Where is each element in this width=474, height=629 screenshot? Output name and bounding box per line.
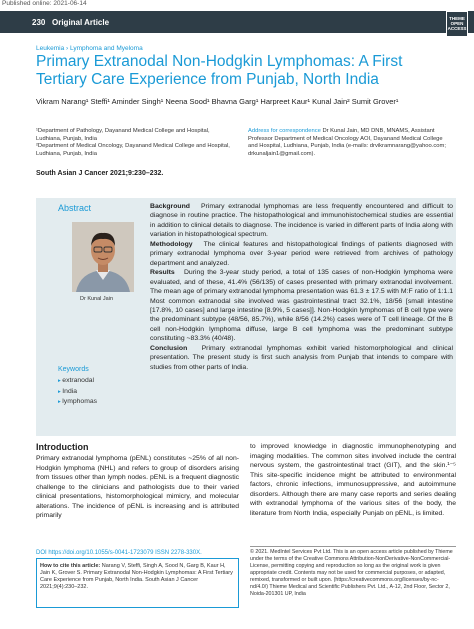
correspondence-text: Dr Kunal Jain, MD DNB, MNAMS, Assistant Professor Department of Medical Oncology AOI, Dayanand Medical College and Hospital, Ludhiana, Punjab, India (e-mails: drvikramnarang@yahoo.com; drkunaljain1@gmail.com). xyxy=(248,128,446,157)
results-label: Results xyxy=(150,269,175,277)
background-text: Primary extranodal lymphomas are less frequently encountered and difficult to diagnose in routine practice. The histopathological and immunohistochemical studies are essential in addition to clinical details to diagnose. The incidence is varied in different parts of India along with variation in histopathological spectrum. xyxy=(150,203,453,239)
introduction-right-column: to improved knowledge in diagnostic immunophenotyping and imaging modalities. The common sites involved include the central nervous system, the gastrointestinal tract (GIT), and the skin.¹⁻⁵ This site-specific incidence might be attributed to environmental factors, chronic infections, immunosuppressive, and autoimmune disorders. Although there are many case reports and series dealing with extranodal lymphoma of the various sites of the body, the literature from North India, especially Punjab on pENL, is limited. xyxy=(250,443,456,517)
copyright-notice xyxy=(250,546,456,598)
published-date: Published online: 2021-06-14 xyxy=(2,0,87,7)
conclusion-text: Primary extranodal lymphomas exhibit varied histomorphological and clinical presentation. The present study is first such analysis from Punjab that intends to compare with studies from other parts of India. xyxy=(150,344,453,371)
copyright-text: © 2021. MedIntel Services Pvt Ltd. This is an open access article published by Thieme under the terms of the Creative Commons Attribution-NonDerivative-NonCommercial-License, permitting copying and reproduction so long as the original work is given appropriate credit. Contents may not be used for commercial purposes, or adapted, remixed, transformed or built upon. (https://creativecommons.org/licenses/by-nc-nd/4.0/) Thieme Medical and Scientific Publishers Pvt. Ltd., A-12, 2nd Floor, Sector 2, Noida-201301 UP, India xyxy=(250,549,453,597)
page-number: 230 xyxy=(32,18,46,27)
divider xyxy=(250,546,456,547)
open-access-badge: THEME OPEN ACCESS xyxy=(446,11,468,37)
conclusion-label: Conclusion xyxy=(150,344,188,352)
introduction-heading: Introduction xyxy=(36,442,89,452)
keyword-item: ▸ extranodal xyxy=(58,376,97,387)
keyword-list xyxy=(58,376,97,408)
keyword-item: ▸ India xyxy=(58,387,97,398)
methodology-text: The clinical features and histopathological findings of patients diagnosed with primary extranodal lymphoma over 3-year period were retrieved from archives of pathology department and analyzed. xyxy=(150,240,453,267)
how-to-cite-box xyxy=(36,558,239,608)
affiliations xyxy=(36,128,236,158)
article-type: Original Article xyxy=(52,18,110,27)
introduction-left-column: Primary extranodal lymphoma (pENL) constitutes ~25% of all non-Hodgkin lymphoma (NHL) and refers to group of disorders arising from tissues other than lymph nodes. pENL is a frequent diagnostic challenge to the clinicians and pathologists due to their varied clinical presentations, histomorphological mimicry, and molecular alterations. The incidence of pENL is increasing and is attributed primarily xyxy=(36,455,239,519)
keywords-label: Keywords xyxy=(58,366,89,373)
results-text: During the 3-year study period, a total of 135 cases of non-Hodgkin lymphoma were evaluated, and of these, 41.4% (56/135) of cases presented with primary extranodal involvement. The mean age of primary extranodal lymphoma presentation was 61.3 ± 17.5 with M:F ratio of 1:1.1 Most common extranodal site involved was gastrointestinal tract 32.1%, 18/56 [small intestine [17.8%, 10 cases] and large intestine [8.9%, 5 cases]]. Non-Hodgkin lymphomas of B cell type were the predominant subtype (48/56, 85.7%), while 8/56 (14.2%) cases were of T cell lineage. Of the B cell non-Hodgkin lymphoma diffuse, large B cell lymphoma was the predominant subtype constituting ~83.3% (40/48). xyxy=(150,269,453,343)
correspondence-label: Address for correspondence xyxy=(248,128,321,134)
how-to-cite-label: How to cite this article: xyxy=(40,563,101,569)
journal-citation: South Asian J Cancer 2021;9:230–232. xyxy=(36,170,164,177)
affiliation-1: ¹Department of Pathology, Dayanand Medical College and Hospital, Ludhiana, Punjab, India xyxy=(36,128,210,142)
doi-link[interactable]: DOI https://doi.org/10.1055/s-0041-1723079 ISSN 2278-330X. xyxy=(36,550,202,556)
author-photo xyxy=(72,222,134,292)
section-tag: Leukemia › Lymphoma and Myeloma xyxy=(36,45,143,52)
abstract-label: Abstract xyxy=(58,203,92,213)
author-list: Vikram Narang¹ Steffi¹ Aminder Singh¹ Neena Sood¹ Bhavna Garg¹ Harpreet Kaur¹ Kunal Jain² Sumit Grover¹ xyxy=(36,97,399,106)
background-label: Background xyxy=(150,203,190,210)
keyword-item: ▸ lymphomas xyxy=(58,397,97,408)
how-to-cite-text: Narang V, Steffi, Singh A, Sood N, Garg B, Kaur H, Jain K, Grover S. Primary Extranodal Non-Hodgkin Lymphomas: A First Tertiary Care Experience from Punjab, North India. South Asian J Cancer 2021;9(4):230–232. xyxy=(40,563,233,590)
article-title: Primary Extranodal Non-Hodgkin Lymphomas: A First Tertiary Care Experience from Punjab, North India xyxy=(36,53,403,88)
affiliation-2: ²Department of Medical Oncology, Dayanand Medical College and Hospital, Ludhiana, Punjab, India xyxy=(36,143,230,157)
methodology-label: Methodology xyxy=(150,240,193,248)
abstract-text xyxy=(150,202,453,372)
photo-caption: Dr Kunal Jain xyxy=(80,296,114,302)
correspondence xyxy=(248,128,448,158)
